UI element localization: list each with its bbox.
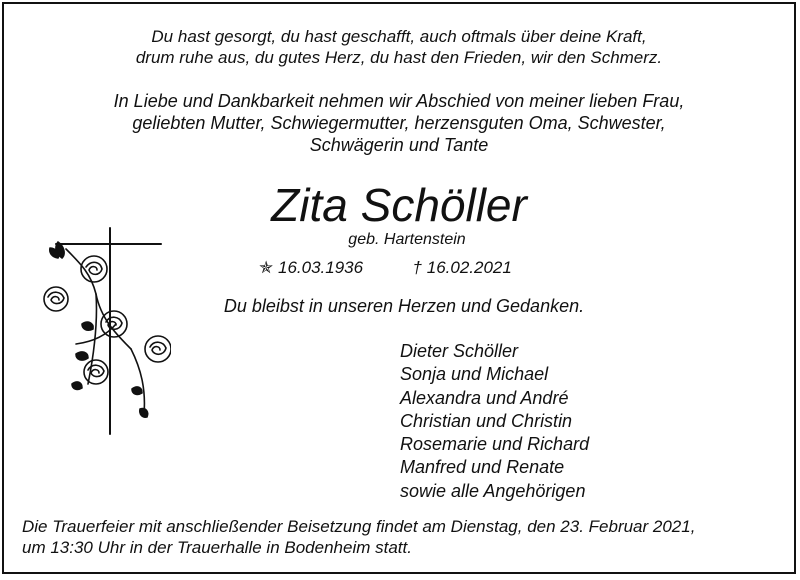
life-dates [259, 258, 512, 278]
mourner: Manfred und Renate [400, 457, 565, 478]
poem-line: Du hast gesorgt, du hast geschafft, auch oftmals über deine Kraft, [151, 27, 647, 46]
birth-star-icon: ✯ [259, 258, 274, 277]
born-name: geb. Hartenstein [348, 231, 466, 248]
death-cross-icon: † [412, 258, 423, 277]
motto: Du bleibst in unseren Herzen und Gedanken. [223, 296, 585, 316]
intro-line: Schwägerin und Tante [309, 135, 489, 155]
intro-line: In Liebe und Dankbarkeit nehmen wir Abschied von meiner lieben Frau, [113, 91, 685, 111]
mourner: Rosemarie und Richard [400, 434, 590, 455]
mourner: Sonja und Michael [400, 364, 549, 385]
deceased-name: Zita Schöller [271, 179, 527, 231]
birth-date: 16.03.1936 [277, 258, 364, 277]
obituary-notice [2, 2, 796, 574]
death-date: 16.02.2021 [426, 258, 512, 277]
poem [4, 26, 794, 68]
mourner: Alexandra und André [400, 387, 569, 408]
cross-with-roses-icon [36, 224, 171, 439]
intro-text [4, 90, 794, 156]
mourner: Dieter Schöller [400, 341, 519, 361]
funeral-info [22, 516, 695, 558]
mourner: Christian und Christin [400, 410, 573, 431]
mourner: sowie alle Angehörigen [400, 480, 586, 501]
funeral-info-line: Die Trauerfeier mit anschließender Beisetzung findet am Dienstag, den 23. Februar 2021, [22, 517, 696, 536]
funeral-info-line: um 13:30 Uhr in der Trauerhalle in Bodenheim statt. [22, 538, 412, 557]
intro-line: geliebten Mutter, Schwiegermutter, herzensguten Oma, Schwester, [132, 113, 666, 133]
poem-line: drum ruhe aus, du gutes Herz, du hast den Frieden, wir den Schmerz. [135, 48, 663, 67]
mourners-list [400, 340, 589, 503]
